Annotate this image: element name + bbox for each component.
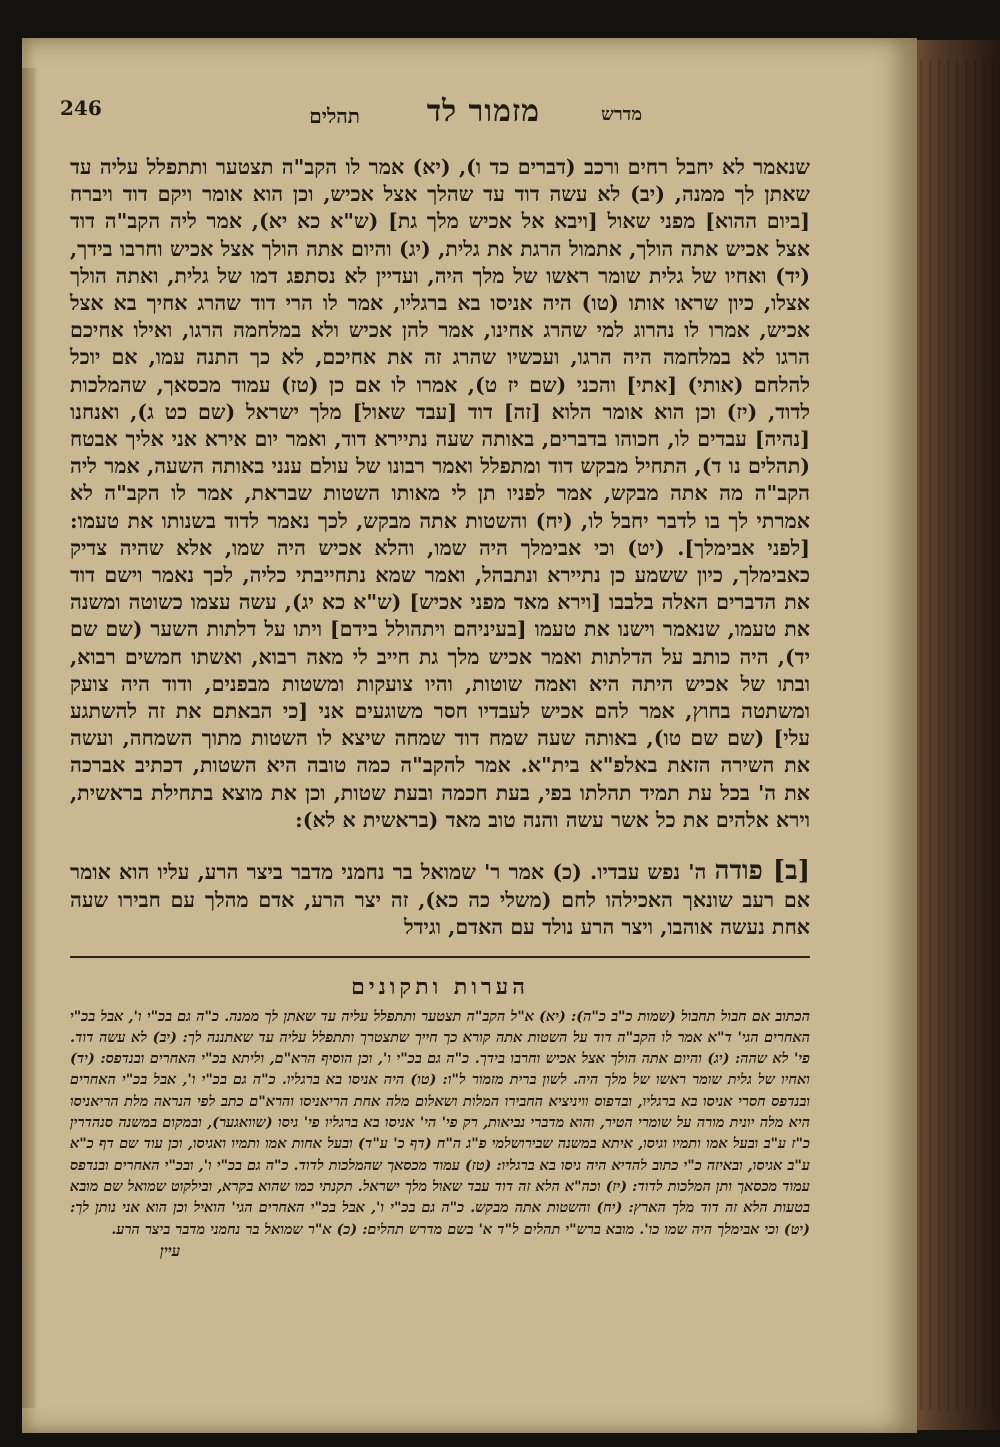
header-psalm-title: מזמור לד (426, 94, 540, 129)
catchword: עיין (160, 1241, 181, 1260)
section-two-text: ה' נפש עבדיו. (כ) אמר ר' שמואל בר נחמני מדבר ביצר הרע, עליו הוא אומר אם רעב שונאך האכילהו לחם (משלי כה כא), זה יצר הרע, אדם מהלך עם חבירו שעה אחת נעשה אוהבו, ויצר הרע נולד עם האדם, וגידל (70, 860, 810, 940)
page-number: 246 (60, 96, 102, 120)
section-two-lead: [ב] פודה (714, 856, 810, 887)
section-two (70, 858, 810, 942)
main-paragraph: שנאמר לא יחבל רחים ורכב (דברים כד ו), (יא) אמר לו הקב"ה תצטער ותתפלל עליה עד שאתן לך ממנה, (יב) לא עשה דוד עד שהלך אצל אכיש, וכן הוא אומר ויקם דוד ויברח [ביום ההוא] מפני שאול [ויבא אל אכיש מלך גת] (ש"א כא יא), אמר ליה הקב"ה דוד אצל אכיש אתה הולך, אתמול הרגת את גלית, (יג) והיום אתה הולך אצל אכיש וחרבו בידך, (יד) ואחיו של גלית שומר ראשו של מלך היה, ועדיין לא נסתפג דמו של גלית, ואתה הולך אצלו, כיון שראו אותו (טו) היה אניסו בא ברגליו, אמר לו הרי דוד שהרג אחיך בא אצל אכיש, אמרו לו נהרוג למי שהרג אחינו, אמר להן אכיש ולא במלחמה הרגו, ואילו אחיכם הרגו לא במלחמה היה הרגו, ועכשיו שהרג זה את אחיכם, לא כך התנה עמו, אם יוכל להלחם (אותי) [אתי] והכני (שם יז ט), אמרו לו אם כן (טז) עמוד מכסאך, שהמלכות לדוד, (יז) וכן הוא אומר הלוא [זה] דוד [עבד שאול] מלך ישראל (שם כט ג), ואנחנו [נהיה] עבדים לו, חכוהו בדברים, באותה שעה נתיירא דוד, ואמר יום אירא אני אליך אבטח (תהלים נו ד), התחיל מבקש דוד ומתפלל ואמר רבונו של עולם ענני באותה השעה, אמר ליה הקב"ה מה אתה מבקש, אמר לפניו תן לי מאותו השטות שבראת, אמר לו הקב"ה לא אמרתי לך בו לדבר יחבל לו, (יח) והשטות אתה מבקש, לכך נאמר לדוד בשנותו את טעמו: [לפני אבימלך]. (יט) וכי אבימלך היה שמו, והלא אכיש היה שמו, אלא שהיה צדיק כאבימלך, כיון ששמע כן נתיירא ונתבהל, ואמר שמא נתחייבתי כליה, לכך נאמר וישם דוד את הדברים האלה בלבבו [וירא מאד מפני אכיש] (ש"א כא יג), עשה עצמו כשוטה ומשנה את טעמו, שנאמר וישנו את טעמו [בעיניהם ויתהולל בידם] ויתו על דלתות השער (שם שם יד), היה כותב על הדלתות ואמר אכיש מלך גת חייב לי מאה רבוא, ואשתו חמשים רבוא, ובתו של אכיש היתה היא ואמה שוטות, והיו צועקות ומשטות מבפנים, ודוד היה צועק ומשתטה בחוץ, אמר להם אכיש לעבדיו חסר משוגעים אני [כי הבאתם את זה להשתגע עלי] (שם שם טו), באותה שעה שמח דוד שמחה שיצא לו השטות מתוך השמחה, ועשה את השירה הזאת באלפ"א בית"א. אמר להקב"ה כמה טובה היא השטות, דכתיב אברכה את ה' בכל עת תמיד תהלתו בפי, בעת חכמה ובעת שטות, וכן את מוצא בתחילת בראשית, וירא אלהים את כל אשר עשה והנה טוב מאד (בראשית א לא): (70, 155, 810, 832)
notes-title: הערות ותקונים (351, 973, 529, 1000)
page-edge-lines (905, 60, 995, 1410)
page-content (60, 90, 810, 1261)
running-header (60, 90, 810, 140)
page-gutter (22, 68, 36, 1408)
paper-page (22, 38, 917, 1433)
header-book-title: תהלים (309, 104, 360, 128)
header-midrash: מדרש (601, 104, 642, 125)
main-text-block (70, 154, 810, 834)
divider-rule (70, 956, 810, 958)
notes-text: הכתוב אם חבול תחבול (שמות כ"ב כ"ה): (יא) א"ל הקב"ה תצטער ותתפלל עליה עד שאתן לך ממנה. כ"ה גם בכ"י ו', אבל בכ"י האחרים הגי' ד"א אמר לו הקב"ה דוד על השטות אתה קורא כך חייך שתצטרך ותתפלל עליה עד שאתננה לך: (יב) לא עשה דוד. פי' לא שהה: (יג) והיום אתה הולך אצל אכיש וחרבו בידך. כ"ה גם בכ"י ו', וכן הוסיף הרא"ם, וליתא בכ"י האחרים ובנדפס: (יד) ואחיו של גלית שומר ראשו של מלך היה. לשון ברית מזמור ל"ו: (טו) היה אניסו בא ברגליו. כ"ה גם בכ"י ו', אבל בכ"י האחרים ובנדפס חסרי אניסו בא ברגליו, ובדפוס וויניציא החבירו המלות ושאלום מלה אחת הריאניסו והרא"ם כתב לפי הנראה מלת הריאניסו היא מלה יונית מורה על שומרי הטיר, והוא מדברי נביאות, רק פי' הי' אניסו בא ברגליו פי' גיסו (שוואגער), ובמקום במשנה סנהדרין כ"ז ע"ב ובעל אמו ותמיו וגיסו, איתא במשנה שבירושלמי פ"ג ה"ח (דף כ' ע"ד) ובעל אחות אמו ותמיו ואגיסו, וכן עוד שם דף כ"א ע"ב אגיסו, ובאיזה כ"י כתוב להדיא היה גיסו בא ברגליו: (טז) עמוד מכסאך שהמלכות לדוד. כ"ה גם בכ"י ו', ובכ"י האחרים ובנדפס עמוד מכסאך ותן המלכות לדוד: (יז) וכה"א הלא זה דוד עבד שאול מלך ישראל. תקנתי כמו שהוא בקרא, ובילקוט שמואל שם מובא בטעות הלא זה דוד מלך הארץ: (יח) והשטות אתה מבקש. כ"ה גם בכ"י ו', אבל בכ"י האחרים הגי' הואיל וכן הוא אני נותן לך: (יט) וכי אבימלך היה שמו כו'. מובא ברש"י תהלים ל"ד א' בשם מדרש תהלים: (כ) א"ר שמואל בר נחמני מדבר ביצר הרע. (70, 1007, 810, 1238)
